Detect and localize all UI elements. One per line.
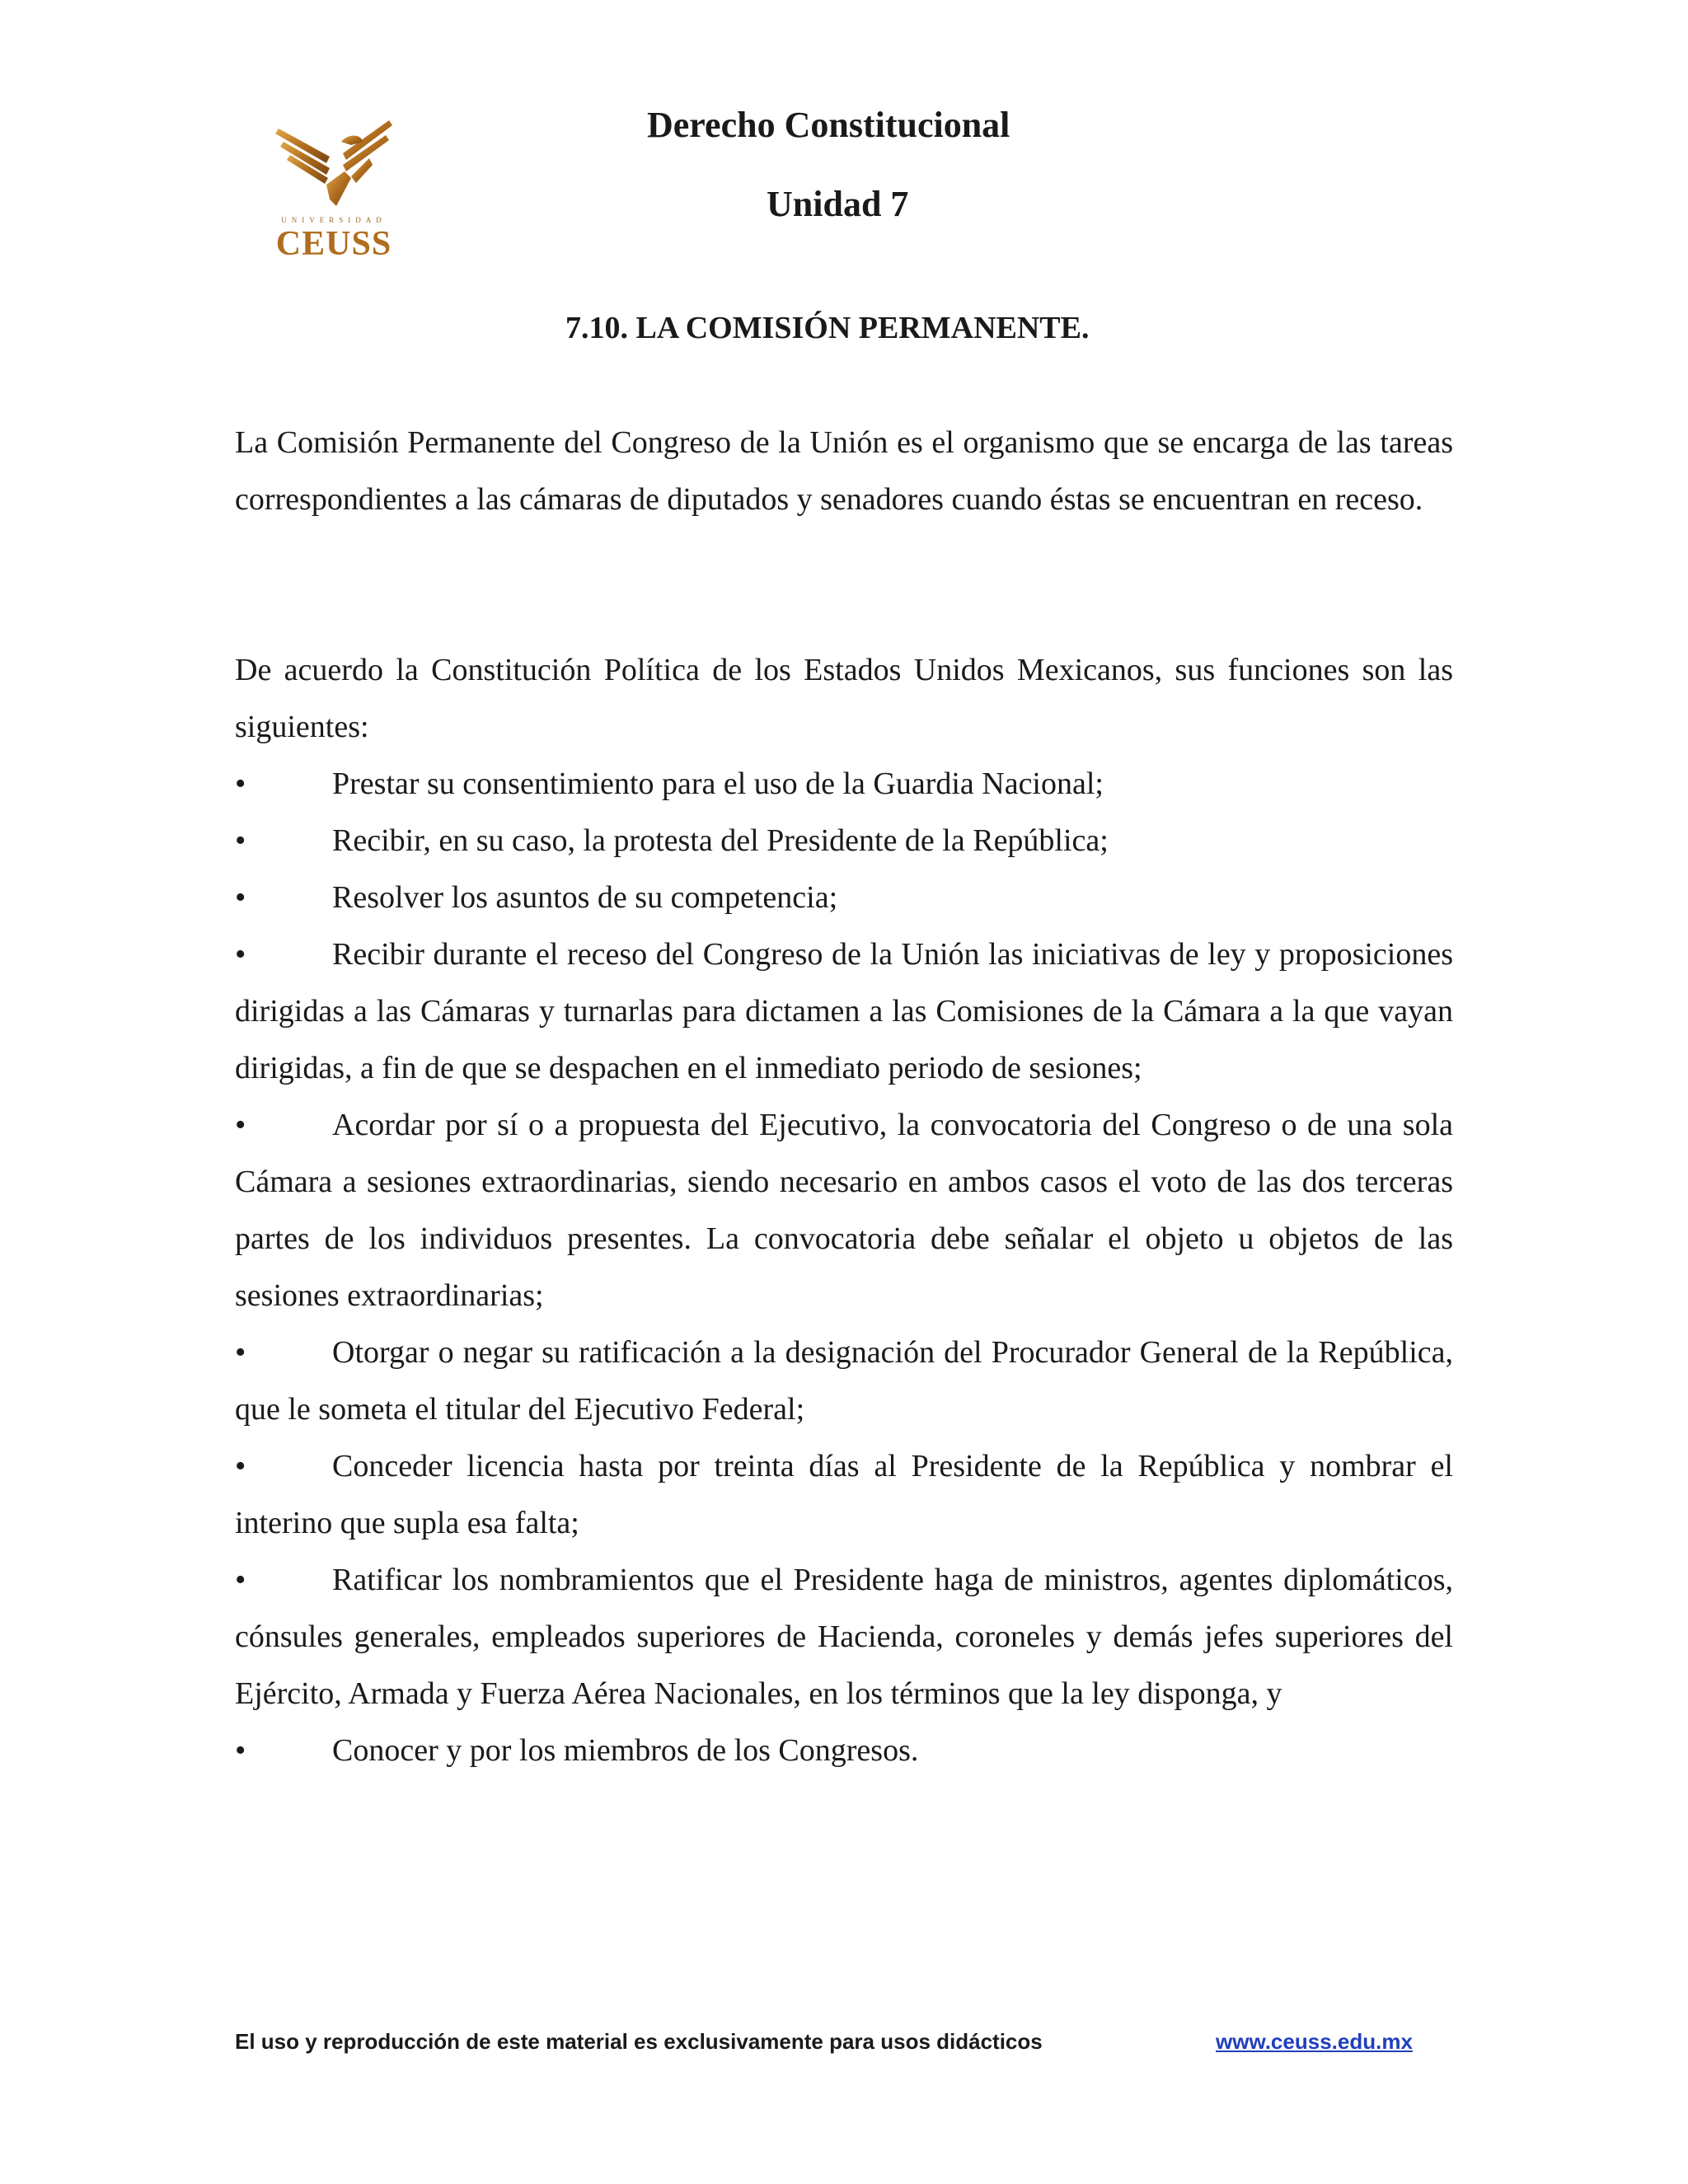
list-item-text: Ratificar los nombramientos que el Presidente haga de ministros, agentes diplomáticos, cónsules generales, empleados superiores de Hacienda, coroneles y demás jefes superiores del Ejército, Armada y Fuerza Aérea Nacionales, en los términos que la ley disponga, y	[235, 1563, 1453, 1711]
website-link[interactable]: www.ceuss.edu.mx	[1216, 2029, 1413, 2054]
bullet-icon: •	[235, 1733, 246, 1768]
bullet-icon: •	[235, 766, 246, 801]
list-item-text: Resolver los asuntos de su competencia;	[332, 880, 838, 915]
list-item-text: Prestar su consentimiento para el uso de la Guardia Nacional;	[332, 766, 1104, 801]
eagle-emblem-icon	[272, 114, 396, 217]
bullet-icon: •	[235, 1449, 246, 1483]
unit-title: Unidad 7	[767, 184, 909, 224]
list-item	[235, 926, 1453, 1097]
bullet-icon: •	[235, 880, 246, 915]
list-item	[235, 1722, 1453, 1779]
list-item-text: Recibir, en su caso, la protesta del Presidente de la República;	[332, 823, 1109, 858]
list-item	[235, 813, 1453, 869]
logo-subtitle: UNIVERSIDAD	[281, 216, 387, 224]
usage-notice: El uso y reproducción de este material es exclusivamente para usos didácticos	[235, 2029, 1043, 2054]
bullet-icon: •	[235, 823, 246, 858]
course-title: Derecho Constitucional	[647, 105, 1010, 145]
list-item	[235, 1438, 1453, 1552]
functions-intro-paragraph: De acuerdo la Constitución Política de los Estados Unidos Mexicanos, sus funciones son las siguientes:	[235, 653, 1453, 744]
list-item-text: Otorgar o negar su ratificación a la designación del Procurador General de la República, que le someta el titular del Ejecutivo Federal;	[235, 1335, 1453, 1427]
list-item-text: Conocer y por los miembros de los Congresos.	[332, 1733, 919, 1768]
list-item	[235, 756, 1453, 813]
list-item-text: Acordar por sí o a propuesta del Ejecutivo, la convocatoria del Congreso o de una sola Cámara a sesiones extraordinarias, siendo necesario en ambos casos el voto de las dos terceras partes de los individuos presentes. La convocatoria debe señalar el objeto u objetos de las sesiones extraordinarias;	[235, 1108, 1453, 1313]
list-item	[235, 1552, 1453, 1722]
section-heading: 7.10. LA COMISIÓN PERMANENTE.	[565, 311, 1090, 345]
bullet-icon: •	[235, 1335, 246, 1370]
list-item-text: Conceder licencia hasta por treinta días al Presidente de la República y nombrar el interino que supla esa falta;	[235, 1449, 1453, 1540]
logo-wordmark: CEUSS	[275, 225, 392, 263]
bullet-icon: •	[235, 1108, 246, 1142]
list-item	[235, 1097, 1453, 1324]
functions-list	[235, 756, 1453, 1779]
university-logo	[272, 114, 396, 270]
bullet-icon: •	[235, 1563, 246, 1597]
list-item	[235, 1324, 1453, 1438]
list-item	[235, 869, 1453, 926]
bullet-icon: •	[235, 937, 246, 972]
intro-paragraph: La Comisión Permanente del Congreso de la Unión es el organismo que se encarga de las tareas correspondientes a las cámaras de diputados y senadores cuando éstas se encuentran en receso.	[235, 425, 1453, 517]
list-item-text: Recibir durante el receso del Congreso de la Unión las iniciativas de ley y proposiciones dirigidas a las Cámaras y turnarlas para dictamen a las Comisiones de la Cámara a la que vayan dirigidas, a fin de que se despachen en el inmediato periodo de sesiones;	[235, 937, 1453, 1085]
